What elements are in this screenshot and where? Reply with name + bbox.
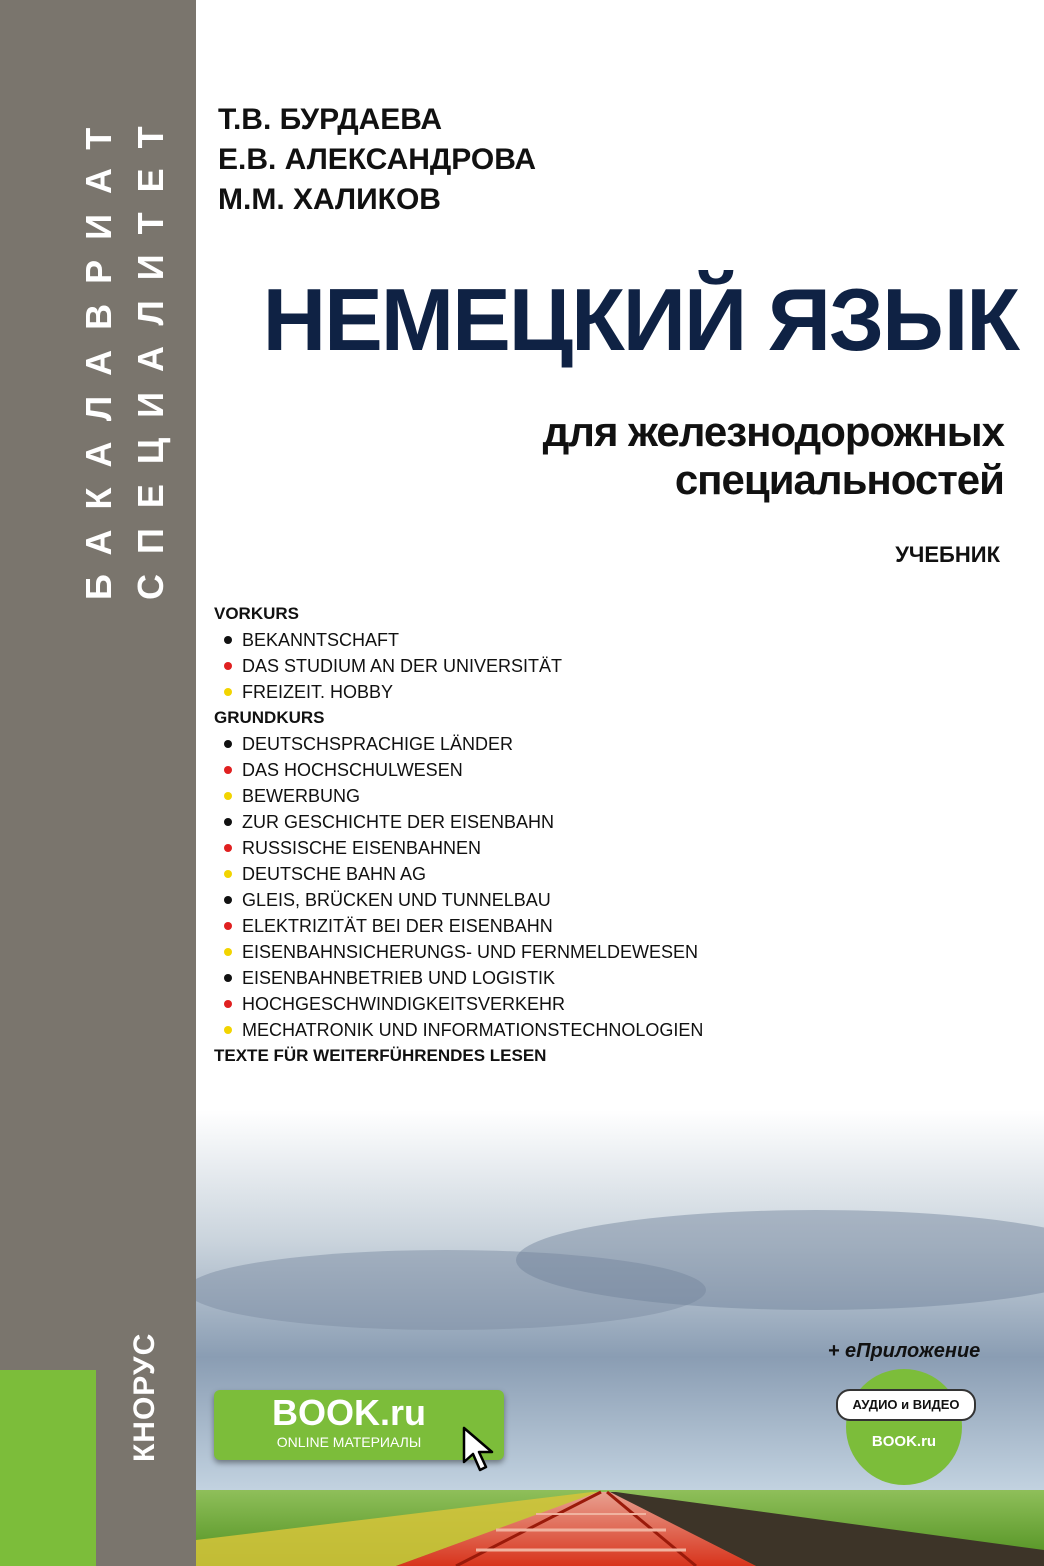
bullet-icon bbox=[224, 766, 232, 774]
authors bbox=[218, 100, 536, 220]
grundkurs-item bbox=[214, 861, 703, 887]
bullet-icon bbox=[224, 922, 232, 930]
toc-grundkurs-list bbox=[214, 731, 703, 1043]
bullet-icon bbox=[224, 896, 232, 904]
grundkurs-item bbox=[214, 731, 703, 757]
toc-section-extra: TEXTE FÜR WEITERFÜHRENDES LESEN bbox=[214, 1046, 547, 1065]
toc-section-vorkurs: VORKURS bbox=[214, 604, 300, 623]
book-ru-button-sublabel: ONLINE МАТЕРИАЛЫ bbox=[276, 1434, 422, 1450]
grundkurs-item bbox=[214, 965, 703, 991]
bullet-icon bbox=[224, 636, 232, 644]
grundkurs-item bbox=[214, 783, 703, 809]
publisher-block bbox=[0, 1370, 96, 1566]
vorkurs-item bbox=[214, 653, 703, 679]
bullet-icon bbox=[224, 688, 232, 696]
grundkurs-item bbox=[214, 939, 703, 965]
grundkurs-item-label: EISENBAHNSICHERUNGS- UND FERNMELDEWESEN bbox=[242, 942, 699, 962]
grundkurs-item-label: ZUR GESCHICHTE DER EISENBAHN bbox=[242, 812, 555, 832]
toc-section-grundkurs: GRUNDKURS bbox=[214, 708, 325, 727]
author-2: Е.В. АЛЕКСАНДРОВА bbox=[218, 143, 537, 176]
author-3: М.М. ХАЛИКОВ bbox=[218, 183, 441, 216]
publisher-name: КНОРУС bbox=[128, 1332, 161, 1462]
grundkurs-item bbox=[214, 1017, 703, 1043]
railway-illustration bbox=[196, 1110, 1044, 1566]
grundkurs-item bbox=[214, 991, 703, 1017]
grundkurs-item bbox=[214, 809, 703, 835]
grundkurs-item-label: EISENBAHNBETRIEB UND LOGISTIK bbox=[242, 968, 556, 988]
book-subtitle: для железнодорожных специальностей bbox=[542, 408, 1004, 503]
author-1: Т.В. БУРДАЕВА bbox=[218, 103, 443, 136]
bullet-icon bbox=[224, 662, 232, 670]
e-app-circle bbox=[846, 1369, 962, 1485]
grundkurs-item bbox=[214, 835, 703, 861]
cursor-arrow-icon bbox=[462, 1426, 502, 1472]
table-of-contents bbox=[214, 601, 703, 1069]
bullet-icon bbox=[224, 948, 232, 956]
grundkurs-item-label: ELEKTRIZITÄT BEI DER EISENBAHN bbox=[242, 916, 553, 936]
spine-degree-bachelor: БАКАЛАВРИАТ bbox=[78, 107, 119, 600]
bullet-icon bbox=[224, 870, 232, 878]
grundkurs-item-label: BEWERBUNG bbox=[242, 786, 361, 806]
book-ru-button[interactable] bbox=[214, 1390, 504, 1460]
grundkurs-item bbox=[214, 913, 703, 939]
e-app-badge bbox=[814, 1340, 994, 1485]
grundkurs-item-label: GLEIS, BRÜCKEN UND TUNNELBAU bbox=[242, 890, 551, 910]
bullet-icon bbox=[224, 818, 232, 826]
bullet-icon bbox=[224, 974, 232, 982]
grundkurs-item-label: DAS HOCHSCHULWESEN bbox=[242, 760, 463, 780]
vorkurs-item bbox=[214, 679, 703, 705]
spine-degree-specialist: СПЕЦИАЛИТЕТ bbox=[130, 106, 171, 600]
grundkurs-item bbox=[214, 757, 703, 783]
e-app-label: + еПриложение bbox=[827, 1340, 981, 1362]
bullet-icon bbox=[224, 740, 232, 748]
e-app-book-logo: BOOK.ru bbox=[871, 1433, 937, 1450]
railway-photo bbox=[196, 1110, 1044, 1566]
vorkurs-item-label: BEKANNTSCHAFT bbox=[242, 630, 400, 650]
toc-vorkurs-list bbox=[214, 627, 703, 705]
bullet-icon bbox=[224, 792, 232, 800]
grundkurs-item-label: RUSSISCHE EISENBAHNEN bbox=[242, 838, 482, 858]
vorkurs-item bbox=[214, 627, 703, 653]
grundkurs-item-label: MECHATRONIK UND INFORMATIONSTECHNOLOGIEN bbox=[242, 1020, 704, 1040]
bullet-icon bbox=[224, 1000, 232, 1008]
book-ru-button-label: BOOK.ru bbox=[271, 1392, 426, 1433]
e-app-media-pill: АУДИО и ВИДЕО bbox=[836, 1389, 976, 1421]
bullet-icon bbox=[224, 1026, 232, 1034]
grundkurs-item-label: HOCHGESCHWINDIGKEITSVERKEHR bbox=[242, 994, 566, 1014]
grundkurs-item bbox=[214, 887, 703, 913]
grundkurs-item-label: DEUTSCHSPRACHIGE LÄNDER bbox=[242, 734, 514, 754]
book-kind: УЧЕБНИК bbox=[895, 542, 1000, 567]
vorkurs-item-label: FREIZEIT. HOBBY bbox=[242, 682, 394, 702]
grundkurs-item-label: DEUTSCHE BAHN AG bbox=[242, 864, 427, 884]
vorkurs-item-label: DAS STUDIUM AN DER UNIVERSITÄT bbox=[242, 656, 563, 676]
bullet-icon bbox=[224, 844, 232, 852]
book-title: НЕМЕЦКИЙ ЯЗЫК bbox=[262, 270, 1018, 369]
